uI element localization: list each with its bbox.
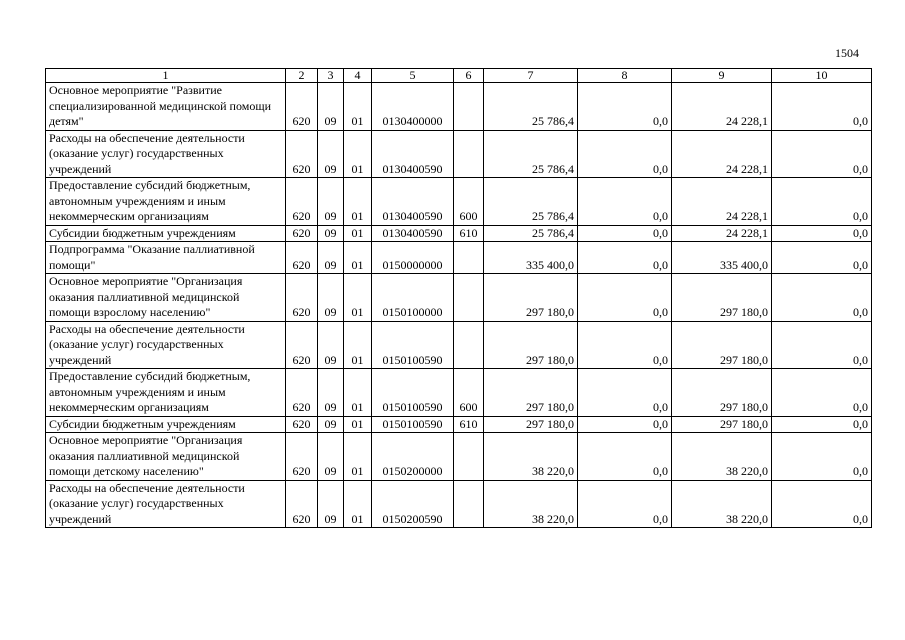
column-header: 4 bbox=[344, 69, 372, 83]
cell-col2: 620 bbox=[286, 225, 318, 242]
cell-col2: 620 bbox=[286, 242, 318, 274]
cell-col4: 01 bbox=[344, 83, 372, 131]
cell-col8: 0,0 bbox=[578, 83, 672, 131]
cell-col8: 0,0 bbox=[578, 321, 672, 369]
cell-col2: 620 bbox=[286, 480, 318, 528]
cell-col3: 09 bbox=[318, 480, 344, 528]
column-header: 8 bbox=[578, 69, 672, 83]
page-number: 1504 bbox=[835, 46, 859, 60]
cell-col3: 09 bbox=[318, 433, 344, 481]
cell-col3: 09 bbox=[318, 369, 344, 417]
cell-col4: 01 bbox=[344, 178, 372, 226]
column-header: 10 bbox=[772, 69, 872, 83]
cell-col5: 0150100000 bbox=[372, 274, 454, 322]
row-name: Расходы на обеспечение деятельности (оказание услуг) государственных учреждений bbox=[46, 130, 286, 178]
cell-col6: 610 bbox=[454, 225, 484, 242]
cell-col5: 0150100590 bbox=[372, 369, 454, 417]
row-name: Расходы на обеспечение деятельности (оказание услуг) государственных учреждений bbox=[46, 480, 286, 528]
table-row bbox=[46, 242, 872, 274]
cell-col9: 297 180,0 bbox=[672, 416, 772, 433]
cell-col10: 0,0 bbox=[772, 433, 872, 481]
cell-col3: 09 bbox=[318, 83, 344, 131]
row-name: Субсидии бюджетным учреждениям bbox=[46, 225, 286, 242]
cell-col4: 01 bbox=[344, 321, 372, 369]
table-row bbox=[46, 178, 872, 226]
cell-col6 bbox=[454, 274, 484, 322]
cell-col8: 0,0 bbox=[578, 369, 672, 417]
cell-col5: 0150100590 bbox=[372, 321, 454, 369]
cell-col2: 620 bbox=[286, 416, 318, 433]
cell-col10: 0,0 bbox=[772, 178, 872, 226]
cell-col10: 0,0 bbox=[772, 369, 872, 417]
column-header: 5 bbox=[372, 69, 454, 83]
cell-col8: 0,0 bbox=[578, 416, 672, 433]
row-name: Расходы на обеспечение деятельности (оказание услуг) государственных учреждений bbox=[46, 321, 286, 369]
cell-col4: 01 bbox=[344, 242, 372, 274]
cell-col2: 620 bbox=[286, 433, 318, 481]
cell-col5: 0150200000 bbox=[372, 433, 454, 481]
column-header: 3 bbox=[318, 69, 344, 83]
cell-col8: 0,0 bbox=[578, 225, 672, 242]
table-row bbox=[46, 369, 872, 417]
cell-col5: 0130400000 bbox=[372, 83, 454, 131]
cell-col4: 01 bbox=[344, 416, 372, 433]
cell-col7: 335 400,0 bbox=[484, 242, 578, 274]
row-name: Предоставление субсидий бюджетным, автономным учреждениям и иным некоммерческим организациям bbox=[46, 178, 286, 226]
cell-col9: 24 228,1 bbox=[672, 83, 772, 131]
cell-col7: 297 180,0 bbox=[484, 274, 578, 322]
table-row bbox=[46, 130, 872, 178]
header-row bbox=[46, 69, 872, 83]
cell-col10: 0,0 bbox=[772, 225, 872, 242]
column-header: 7 bbox=[484, 69, 578, 83]
table-row bbox=[46, 433, 872, 481]
cell-col7: 38 220,0 bbox=[484, 433, 578, 481]
cell-col7: 297 180,0 bbox=[484, 416, 578, 433]
cell-col8: 0,0 bbox=[578, 480, 672, 528]
cell-col5: 0150000000 bbox=[372, 242, 454, 274]
table-row bbox=[46, 480, 872, 528]
budget-table bbox=[45, 68, 872, 528]
cell-col10: 0,0 bbox=[772, 480, 872, 528]
cell-col8: 0,0 bbox=[578, 242, 672, 274]
cell-col7: 297 180,0 bbox=[484, 369, 578, 417]
cell-col10: 0,0 bbox=[772, 83, 872, 131]
cell-col5: 0130400590 bbox=[372, 178, 454, 226]
cell-col7: 297 180,0 bbox=[484, 321, 578, 369]
cell-col6 bbox=[454, 433, 484, 481]
cell-col9: 297 180,0 bbox=[672, 321, 772, 369]
cell-col3: 09 bbox=[318, 130, 344, 178]
cell-col2: 620 bbox=[286, 130, 318, 178]
column-header: 6 bbox=[454, 69, 484, 83]
cell-col4: 01 bbox=[344, 480, 372, 528]
cell-col9: 335 400,0 bbox=[672, 242, 772, 274]
cell-col10: 0,0 bbox=[772, 242, 872, 274]
cell-col9: 38 220,0 bbox=[672, 480, 772, 528]
cell-col8: 0,0 bbox=[578, 274, 672, 322]
cell-col10: 0,0 bbox=[772, 321, 872, 369]
cell-col10: 0,0 bbox=[772, 416, 872, 433]
cell-col5: 0150100590 bbox=[372, 416, 454, 433]
row-name: Основное мероприятие "Организация оказания паллиативной медицинской помощи взрослому населению" bbox=[46, 274, 286, 322]
cell-col4: 01 bbox=[344, 433, 372, 481]
cell-col9: 24 228,1 bbox=[672, 178, 772, 226]
cell-col2: 620 bbox=[286, 178, 318, 226]
cell-col2: 620 bbox=[286, 321, 318, 369]
cell-col6 bbox=[454, 130, 484, 178]
cell-col9: 38 220,0 bbox=[672, 433, 772, 481]
cell-col5: 0150200590 bbox=[372, 480, 454, 528]
cell-col6 bbox=[454, 242, 484, 274]
cell-col3: 09 bbox=[318, 321, 344, 369]
cell-col7: 25 786,4 bbox=[484, 225, 578, 242]
cell-col7: 25 786,4 bbox=[484, 178, 578, 226]
cell-col7: 38 220,0 bbox=[484, 480, 578, 528]
cell-col9: 297 180,0 bbox=[672, 274, 772, 322]
cell-col9: 24 228,1 bbox=[672, 225, 772, 242]
cell-col5: 0130400590 bbox=[372, 130, 454, 178]
cell-col3: 09 bbox=[318, 274, 344, 322]
row-name: Субсидии бюджетным учреждениям bbox=[46, 416, 286, 433]
cell-col9: 24 228,1 bbox=[672, 130, 772, 178]
cell-col4: 01 bbox=[344, 130, 372, 178]
cell-col10: 0,0 bbox=[772, 130, 872, 178]
row-name: Основное мероприятие "Организация оказания паллиативной медицинской помощи детскому населению" bbox=[46, 433, 286, 481]
cell-col2: 620 bbox=[286, 274, 318, 322]
cell-col6: 600 bbox=[454, 369, 484, 417]
cell-col6 bbox=[454, 83, 484, 131]
cell-col2: 620 bbox=[286, 369, 318, 417]
cell-col8: 0,0 bbox=[578, 130, 672, 178]
cell-col3: 09 bbox=[318, 416, 344, 433]
column-header: 9 bbox=[672, 69, 772, 83]
cell-col2: 620 bbox=[286, 83, 318, 131]
row-name: Основное мероприятие "Развитие специализированной медицинской помощи детям" bbox=[46, 83, 286, 131]
column-header: 2 bbox=[286, 69, 318, 83]
cell-col4: 01 bbox=[344, 274, 372, 322]
row-name: Предоставление субсидий бюджетным, автономным учреждениям и иным некоммерческим организациям bbox=[46, 369, 286, 417]
table-row bbox=[46, 83, 872, 131]
cell-col3: 09 bbox=[318, 178, 344, 226]
table-row bbox=[46, 416, 872, 433]
cell-col6 bbox=[454, 321, 484, 369]
cell-col6: 600 bbox=[454, 178, 484, 226]
cell-col7: 25 786,4 bbox=[484, 83, 578, 131]
cell-col3: 09 bbox=[318, 225, 344, 242]
column-header: 1 bbox=[46, 69, 286, 83]
cell-col6 bbox=[454, 480, 484, 528]
table-row bbox=[46, 274, 872, 322]
cell-col6: 610 bbox=[454, 416, 484, 433]
table-row bbox=[46, 321, 872, 369]
cell-col5: 0130400590 bbox=[372, 225, 454, 242]
cell-col9: 297 180,0 bbox=[672, 369, 772, 417]
cell-col3: 09 bbox=[318, 242, 344, 274]
cell-col4: 01 bbox=[344, 225, 372, 242]
table-row bbox=[46, 225, 872, 242]
cell-col7: 25 786,4 bbox=[484, 130, 578, 178]
cell-col8: 0,0 bbox=[578, 433, 672, 481]
cell-col8: 0,0 bbox=[578, 178, 672, 226]
cell-col4: 01 bbox=[344, 369, 372, 417]
cell-col10: 0,0 bbox=[772, 274, 872, 322]
row-name: Подпрограмма "Оказание паллиативной помощи" bbox=[46, 242, 286, 274]
